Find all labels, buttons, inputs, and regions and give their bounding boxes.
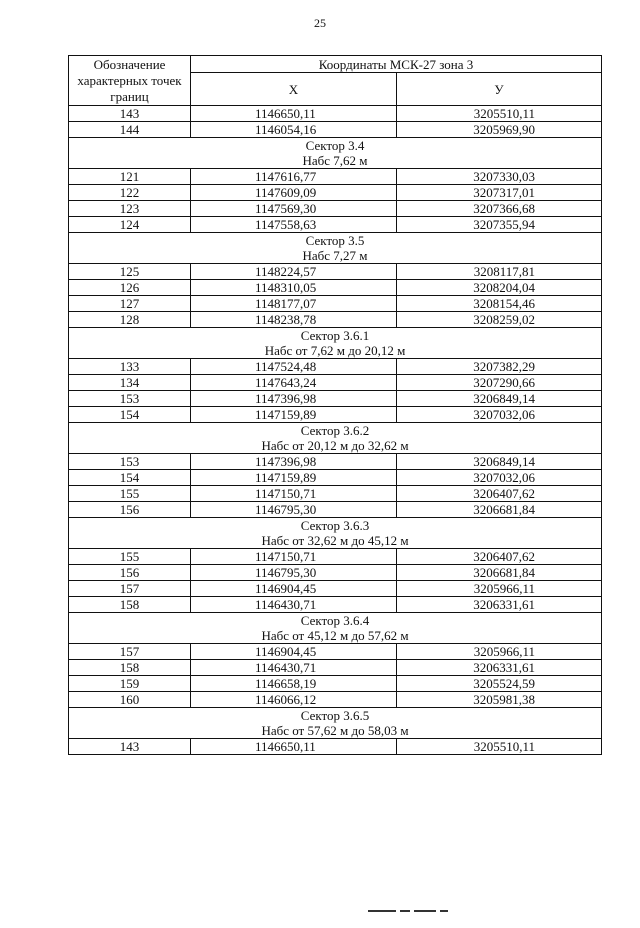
coords-title-header: Координаты МСК-27 зона 3 [191,56,602,73]
x-coordinate-cell: 1147150,71 [191,549,397,565]
sector-height: Набс от 7,62 м до 20,12 м [264,343,406,358]
x-coordinate-cell: 1148310,05 [191,280,397,296]
sector-title: Сектор 3.6.2 [300,423,370,438]
x-coordinate-cell: 1146066,12 [191,692,397,708]
y-coordinate-cell: 3206681,84 [397,565,602,581]
x-coordinate-cell: 1147150,71 [191,486,397,502]
table-row [69,296,602,312]
sector-cell [69,328,602,359]
table-row [69,185,602,201]
y-coordinate-cell: 3205969,90 [397,122,602,138]
table-row [69,201,602,217]
point-number-cell: 158 [69,597,191,613]
sector-title: Сектор 3.6.5 [300,708,370,723]
x-coordinate-cell: 1146795,30 [191,565,397,581]
table-row [69,391,602,407]
sector-height: Набс 7,27 м [302,248,368,263]
page-number: 25 [314,16,326,30]
sector-row [69,423,602,454]
table-row [69,264,602,280]
table-row [69,217,602,233]
x-coordinate-cell: 1148238,78 [191,312,397,328]
x-coordinate-cell: 1147609,09 [191,185,397,201]
point-number-cell: 160 [69,692,191,708]
x-coordinate-cell: 1146054,16 [191,122,397,138]
y-coordinate-cell: 3206681,84 [397,502,602,518]
point-number-cell: 134 [69,375,191,391]
point-number-cell: 124 [69,217,191,233]
y-coordinate-cell: 3205510,11 [397,739,602,755]
table-row [69,502,602,518]
y-coordinate-cell: 3206331,61 [397,597,602,613]
sector-row [69,613,602,644]
y-coordinate-cell: 3205966,11 [397,644,602,660]
table-row [69,739,602,755]
x-coordinate-cell: 1147396,98 [191,391,397,407]
x-coordinate-cell: 1147558,63 [191,217,397,233]
point-number-cell: 128 [69,312,191,328]
sector-cell [69,613,602,644]
point-number-cell: 123 [69,201,191,217]
y-coordinate-cell: 3207366,68 [397,201,602,217]
sector-row [69,518,602,549]
y-coordinate-cell: 3206849,14 [397,391,602,407]
sector-height: Набс от 45,12 м до 57,62 м [261,628,409,643]
sector-cell [69,518,602,549]
point-number-cell: 159 [69,676,191,692]
y-coordinate-cell: 3208204,04 [397,280,602,296]
point-number-cell: 155 [69,486,191,502]
sector-row [69,138,602,169]
table-row [69,486,602,502]
x-coordinate-cell: 1147396,98 [191,454,397,470]
table-body [69,106,602,755]
point-number-cell: 122 [69,185,191,201]
table-row [69,470,602,486]
point-number-cell: 126 [69,280,191,296]
x-coordinate-cell: 1147616,77 [191,169,397,185]
table-row [69,122,602,138]
x-column-header: Х [191,73,397,106]
table-header [69,56,602,106]
table-row [69,581,602,597]
scan-artifact-marks [368,910,518,913]
table-row [69,280,602,296]
y-coordinate-cell: 3207032,06 [397,407,602,423]
sector-title: Сектор 3.6.3 [300,518,370,533]
y-coordinate-cell: 3208154,46 [397,296,602,312]
point-number-cell: 154 [69,407,191,423]
y-coordinate-cell: 3207382,29 [397,359,602,375]
y-coordinate-cell: 3206849,14 [397,454,602,470]
y-coordinate-cell: 3206407,62 [397,549,602,565]
point-number-cell: 155 [69,549,191,565]
table-row [69,312,602,328]
x-coordinate-cell: 1146904,45 [191,581,397,597]
x-coordinate-cell: 1146430,71 [191,660,397,676]
point-number-cell: 153 [69,454,191,470]
sector-height: Набс от 57,62 м до 58,03 м [261,723,409,738]
table-row [69,359,602,375]
point-number-cell: 156 [69,502,191,518]
table-row [69,407,602,423]
y-coordinate-cell: 3206331,61 [397,660,602,676]
y-column-header: У [397,73,602,106]
x-coordinate-cell: 1148177,07 [191,296,397,312]
sector-height: Набс от 32,62 м до 45,12 м [261,533,409,548]
table-row [69,676,602,692]
y-coordinate-cell: 3208117,81 [397,264,602,280]
table-row [69,692,602,708]
designation-header: Обозначение характерных точек границ [69,56,191,106]
y-coordinate-cell: 3205966,11 [397,581,602,597]
x-coordinate-cell: 1146650,11 [191,739,397,755]
table-row [69,169,602,185]
sector-row [69,708,602,739]
coordinates-table [68,55,602,755]
point-number-cell: 157 [69,644,191,660]
y-coordinate-cell: 3207290,66 [397,375,602,391]
y-coordinate-cell: 3208259,02 [397,312,602,328]
point-number-cell: 127 [69,296,191,312]
sector-height: Набс от 20,12 м до 32,62 м [261,438,409,453]
sector-cell [69,423,602,454]
point-number-cell: 121 [69,169,191,185]
point-number-cell: 156 [69,565,191,581]
y-coordinate-cell: 3207032,06 [397,470,602,486]
table-row [69,660,602,676]
x-coordinate-cell: 1147569,30 [191,201,397,217]
point-number-cell: 144 [69,122,191,138]
y-coordinate-cell: 3207317,01 [397,185,602,201]
table-row [69,106,602,122]
table-row [69,597,602,613]
sector-title: Сектор 3.6.4 [300,613,370,628]
table-row [69,454,602,470]
point-number-cell: 143 [69,739,191,755]
sector-title: Сектор 3.5 [305,233,365,248]
sector-title: Сектор 3.6.1 [300,328,370,343]
y-coordinate-cell: 3205524,59 [397,676,602,692]
point-number-cell: 153 [69,391,191,407]
y-coordinate-cell: 3206407,62 [397,486,602,502]
point-number-cell: 125 [69,264,191,280]
sector-cell [69,708,602,739]
sector-row [69,233,602,264]
point-number-cell: 158 [69,660,191,676]
y-coordinate-cell: 3207355,94 [397,217,602,233]
point-number-cell: 154 [69,470,191,486]
sector-cell [69,233,602,264]
point-number-cell: 133 [69,359,191,375]
x-coordinate-cell: 1146658,19 [191,676,397,692]
x-coordinate-cell: 1146795,30 [191,502,397,518]
table-row [69,644,602,660]
y-coordinate-cell: 3207330,03 [397,169,602,185]
point-number-cell: 143 [69,106,191,122]
x-coordinate-cell: 1147159,89 [191,407,397,423]
x-coordinate-cell: 1147643,24 [191,375,397,391]
x-coordinate-cell: 1148224,57 [191,264,397,280]
sector-title: Сектор 3.4 [305,138,365,153]
x-coordinate-cell: 1146650,11 [191,106,397,122]
x-coordinate-cell: 1146904,45 [191,644,397,660]
point-number-cell: 157 [69,581,191,597]
x-coordinate-cell: 1147159,89 [191,470,397,486]
y-coordinate-cell: 3205510,11 [397,106,602,122]
x-coordinate-cell: 1147524,48 [191,359,397,375]
x-coordinate-cell: 1146430,71 [191,597,397,613]
table-row [69,375,602,391]
y-coordinate-cell: 3205981,38 [397,692,602,708]
sector-height: Набс 7,62 м [302,153,368,168]
table-row [69,549,602,565]
table-row [69,565,602,581]
sector-cell [69,138,602,169]
sector-row [69,328,602,359]
